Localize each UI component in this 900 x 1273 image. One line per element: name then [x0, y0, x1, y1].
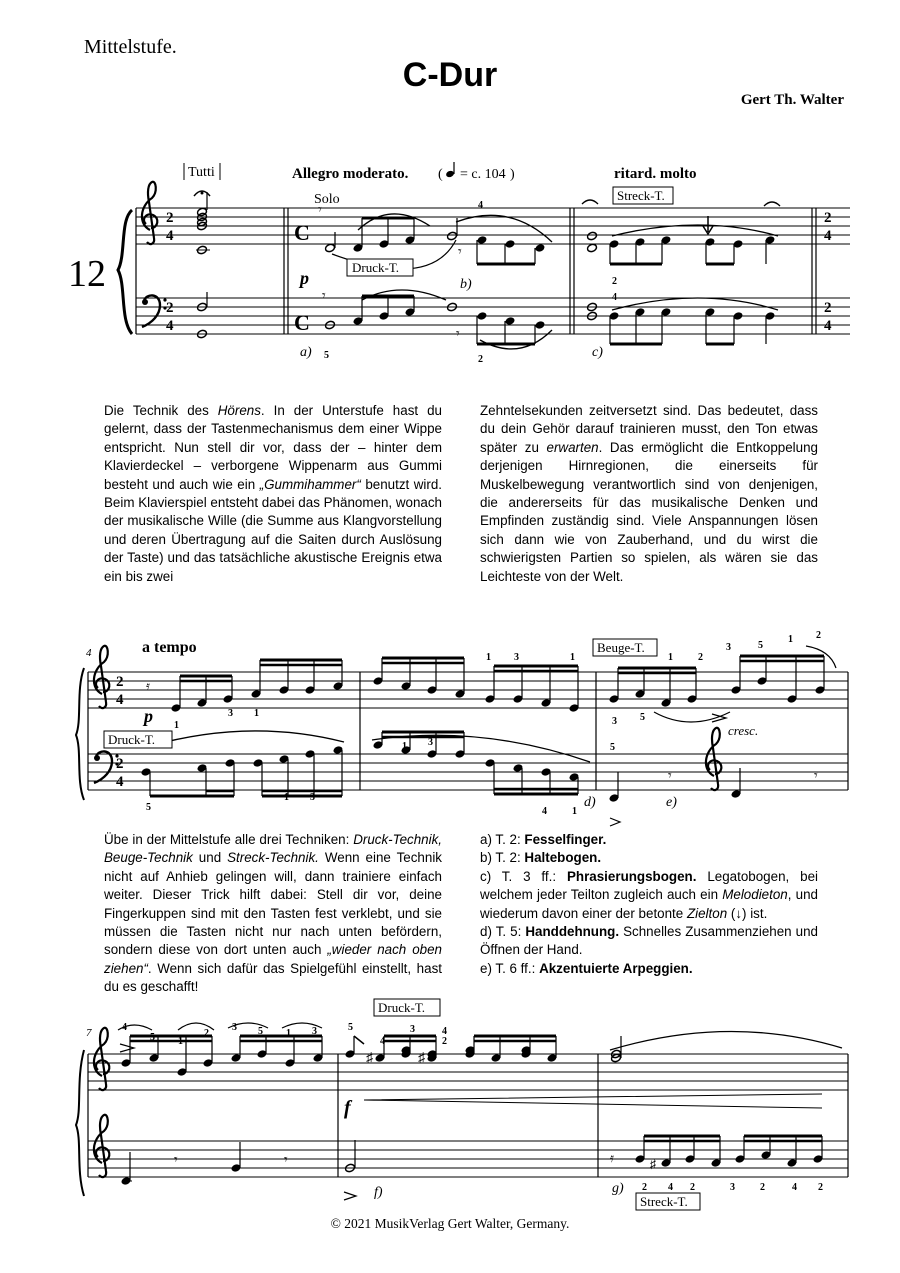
fingering: 4	[612, 292, 617, 303]
fingering: 4	[122, 1022, 127, 1033]
fermata-icon	[582, 200, 598, 204]
fingering: 4	[542, 806, 547, 817]
label-d: d)	[584, 795, 596, 810]
svg-text:2: 2	[824, 210, 832, 226]
tutti-label: Tutti	[188, 165, 215, 180]
svg-text:♯: ♯	[650, 1157, 656, 1171]
treble-staff-1	[136, 208, 850, 244]
system-3	[76, 1023, 848, 1200]
druck-label: Druck-T.	[378, 1000, 426, 1015]
fingering: 3	[428, 737, 433, 748]
fingering: 5	[146, 802, 151, 813]
common-time-bass: C	[294, 310, 310, 335]
page-title: C-Dur	[402, 56, 498, 94]
dynamic-forte: f	[344, 1097, 351, 1119]
fingering: 3	[312, 1026, 317, 1037]
svg-text:4: 4	[824, 228, 832, 244]
svg-text:2: 2	[116, 756, 124, 772]
fingering: 3	[310, 792, 315, 803]
fingering: 1	[572, 806, 577, 817]
cresc-marking: cresc.	[728, 723, 759, 738]
svg-text:𝄾: 𝄾	[318, 203, 322, 218]
svg-text:𝄾: 𝄾	[456, 327, 460, 342]
fingering: 5	[640, 712, 645, 723]
svg-text:2: 2	[166, 300, 174, 316]
fingering: 3	[514, 652, 519, 663]
svg-text:𝄾: 𝄾	[458, 245, 462, 260]
copyright: © 2021 MusikVerlag Gert Walter, Germany.	[330, 1216, 570, 1231]
fingering: 5	[258, 1026, 263, 1037]
fingering: 4	[478, 200, 483, 211]
streck-label: Streck-T.	[617, 188, 665, 203]
system-1	[118, 182, 850, 349]
svg-text:2: 2	[824, 300, 832, 316]
treble-staff-3b	[88, 1141, 848, 1177]
footnote-d: d) T. 5: Handdehnung. Schnelles Zusammenziehen und Öffnen der Hand.	[480, 924, 818, 958]
label-c: c)	[592, 345, 603, 360]
fingering: 4	[442, 1026, 447, 1037]
composer-name: Gert Th. Walter	[740, 92, 844, 108]
fingering: 5	[610, 742, 615, 753]
dynamic-piano: p	[300, 268, 309, 288]
svg-text:𝄾: 𝄾	[814, 769, 818, 784]
fingering: 2	[690, 1182, 695, 1193]
svg-text:𝄾: 𝄾	[174, 1153, 178, 1168]
measure-number: 7	[86, 1027, 92, 1039]
svg-text:𝄾: 𝄾	[668, 769, 672, 784]
measure-number: 4	[86, 647, 92, 659]
druck-label: Druck-T.	[352, 260, 400, 275]
fingering: 3	[232, 1022, 237, 1033]
svg-text:𝄿: 𝄿	[610, 1150, 614, 1165]
fingering: 4	[380, 1036, 385, 1047]
svg-text:4: 4	[166, 228, 174, 244]
fingering: 3	[726, 642, 731, 653]
svg-text:𝄾: 𝄾	[322, 289, 326, 304]
label-f: f)	[374, 1185, 383, 1200]
measure-3-notes	[582, 200, 780, 344]
streck-label: Streck-T.	[640, 1194, 688, 1209]
paragraph-techniques: Übe in der Mittelstufe alle drei Techniken: Druck-Technik, Beuge-Technik und Streck-Technik. Wenn eine Technik nicht auf Anhieb gelingen will, dann trainiere einfach weiter. Dieser Trick hilft dabei: Stell dir vor, deine Fingerkuppen sind mit den Tasten fest verklebt, und sie müssen die Tasten nicht nur nach unten befördern, sondern diese von dort unten auch „wieder nach oben ziehen“. Wenn sich dafür das Spielgefühl einstellt, hast du es geschafft!	[104, 832, 442, 995]
dynamic-piano: p	[144, 706, 153, 726]
fingering: 1	[570, 652, 575, 663]
fingering: 3	[612, 716, 617, 727]
svg-text:♯: ♯	[366, 1051, 373, 1066]
ritard-marking: ritard. molto	[614, 166, 697, 182]
fingering: 5	[758, 640, 763, 651]
hairpin	[364, 1094, 822, 1108]
metronome-paren-close: )	[510, 167, 515, 182]
measure-1-chord	[194, 191, 210, 339]
fingering: 5	[150, 1032, 155, 1043]
tempo-marking: Allegro moderato.	[292, 166, 409, 182]
fingering: 3	[410, 1024, 415, 1035]
paragraph-hearing-left: Die Technik des Hörens. In der Unterstufe hast du gelernt, dass der Tastenmechanismus dem einer Wippe entspricht. Nun stell dir vor, dass der – hinter dem Klavierdeckel – verborgene Wippenarm aus Gummi besteht und auch wie ein „Gummihammer“ benutzt wird. Beim Klavierspiel entsteht dabei das Phänomen, wonach der musikalische Wille (die Summe aus Klangvorstellung und deren Übertragung auf die Saiten durch Auslösung der Taste) und das tatsächliche akustische Ereignis etwa ein bis zwei	[104, 403, 442, 584]
time-signatures-1	[166, 210, 832, 334]
fingering: 2	[612, 276, 617, 287]
bass-staff-1	[136, 298, 850, 334]
footnote-e: e) T. 6 ff.: Akzentuierte Arpeggien.	[480, 960, 693, 976]
druck-label: Druck-T.	[108, 732, 156, 747]
fingering: 1	[668, 652, 673, 663]
solo-label: Solo	[314, 192, 340, 207]
bracket	[76, 668, 84, 800]
fingering: 2	[698, 652, 703, 663]
piece-number: 12	[68, 253, 106, 295]
tempo-marking: a tempo	[142, 639, 197, 656]
fingering: 1	[178, 1036, 183, 1047]
fingering: 1	[486, 652, 491, 663]
metronome-value: = c. 104	[460, 167, 506, 182]
fingering: 2	[204, 1028, 209, 1039]
accent-icon	[610, 818, 620, 832]
beuge-label: Beuge-T.	[597, 640, 645, 655]
fingering: 1	[286, 1028, 291, 1039]
treble-staff-3	[88, 1054, 848, 1090]
label-b: b)	[460, 277, 472, 292]
bass-clef-icon	[142, 295, 167, 327]
fingering: 2	[816, 630, 821, 641]
fingering: 1	[174, 720, 179, 731]
fingering: 2	[818, 1182, 823, 1193]
fingering: 4	[792, 1182, 797, 1193]
label-a: a)	[300, 345, 312, 360]
fingering: 4	[668, 1182, 673, 1193]
level-label: Mittelstufe.	[84, 36, 177, 58]
fingering: 3	[228, 708, 233, 719]
svg-text:𝄿: 𝄿	[146, 678, 150, 693]
label-e: e)	[666, 795, 677, 810]
bass-staff-2	[88, 754, 848, 790]
fingering: 3	[730, 1182, 735, 1193]
fingering: 2	[642, 1182, 647, 1193]
fingering: 5	[348, 1022, 353, 1033]
brace	[118, 210, 132, 334]
metronome-paren-open: (	[438, 167, 443, 182]
svg-text:♯: ♯	[418, 1051, 425, 1066]
quarter-note-icon	[445, 170, 455, 178]
svg-text:4: 4	[116, 774, 124, 790]
fingering: 5	[324, 350, 329, 361]
common-time-treble: C	[294, 220, 310, 245]
paragraph-hearing-right: Zehntelsekunden zeitversetzt sind. Das bedeutet, dass du dein Gehör darauf trainieren musst, den Ton etwas später zu erwarten. Das ermöglicht die Entkoppelung derjenigen Hirnregionen, die einerseits für Muskelbewegung verantwortlich sind von denjenigen, die andererseits für das musikalische Denken und Empfinden zuständig sind. Viele Anspannungen lösen sich dann wie von Zauberhand, und du wirst die schwierigsten Partien so spielen, als wären sie das Leichteste von der Welt.	[480, 403, 818, 584]
bass-clef-icon	[94, 751, 119, 783]
fingering: 1	[788, 634, 793, 645]
svg-text:4: 4	[824, 318, 832, 334]
svg-text:4: 4	[116, 692, 124, 708]
fingering: 2	[478, 354, 483, 365]
label-g: g)	[612, 1181, 624, 1196]
fingering: 1	[254, 708, 259, 719]
footnotes-list	[480, 831, 818, 978]
footnote-b: b) T. 2: Haltebogen.	[480, 850, 602, 866]
footnote-c: c) T. 3 ff.: Phrasierungsbogen. Legatobogen, bei welchem jeder Teilton zugleich auch ein Melodieton, und wiederum davon einer der betonte Zielton (↓) ist.	[480, 868, 818, 921]
system-2	[76, 646, 848, 832]
barlines-1	[136, 208, 816, 334]
fingering: 1	[402, 741, 407, 752]
svg-text:2: 2	[116, 674, 124, 690]
svg-text:2: 2	[166, 210, 174, 226]
fermata-icon	[764, 202, 780, 206]
fingering: 2	[442, 1036, 447, 1047]
fingering: 1	[284, 792, 289, 803]
footnote-a: a) T. 2: Fesselfinger.	[480, 832, 607, 847]
svg-text:4: 4	[166, 318, 174, 334]
fingering: 2	[760, 1182, 765, 1193]
svg-text:𝄾: 𝄾	[284, 1153, 288, 1168]
